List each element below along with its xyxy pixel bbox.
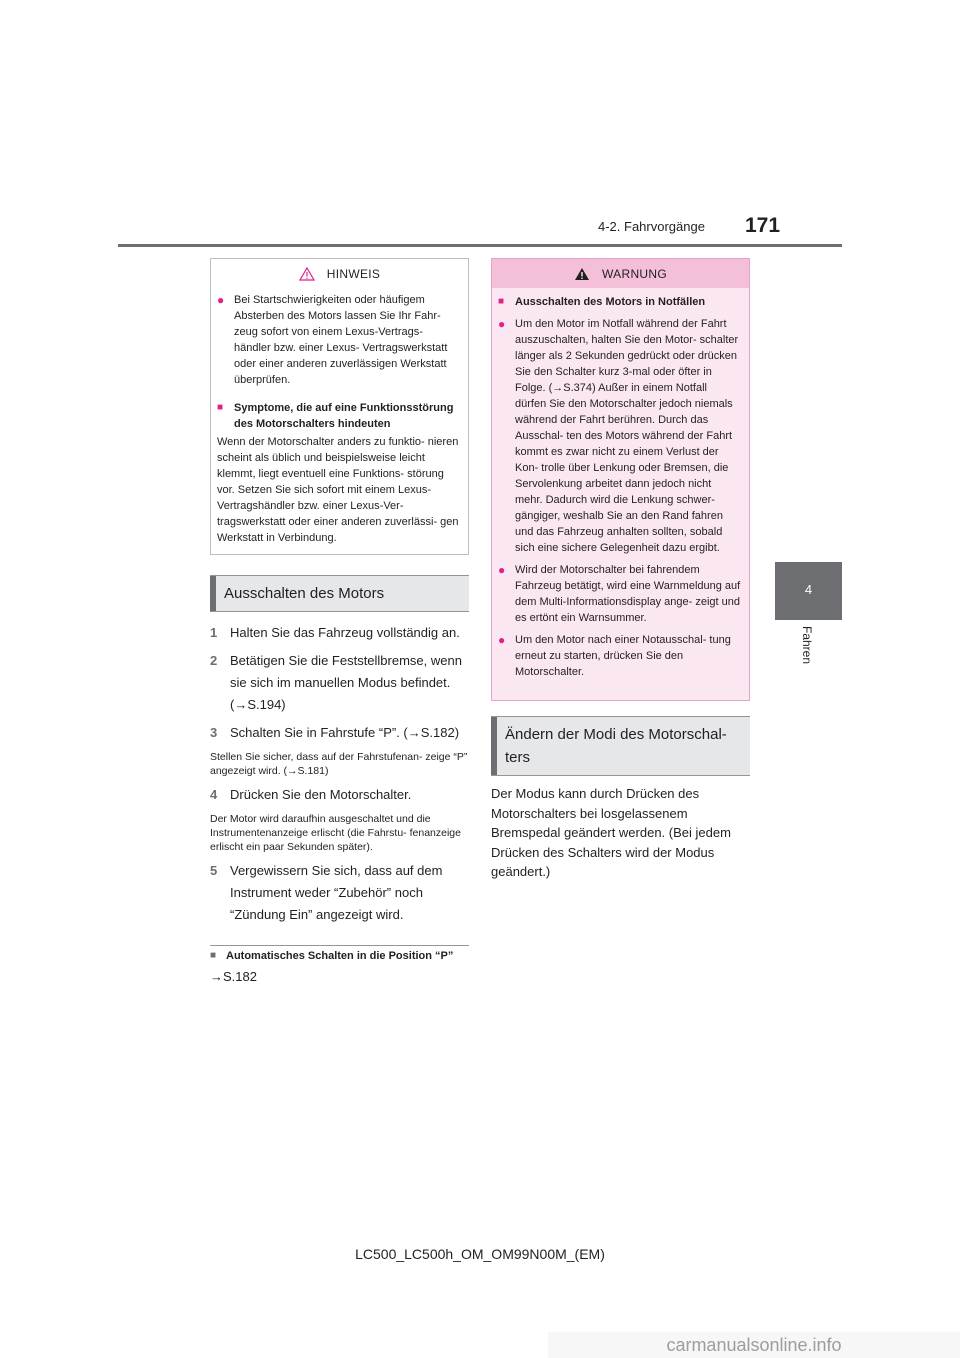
auto-p-subheading-text: Automatisches Schalten in die Position “P” bbox=[226, 950, 454, 962]
hinweis-subheading-text: Symptome, die auf eine Funktionsstörung des Motorschalters hindeuten bbox=[234, 402, 454, 430]
hinweis-box bbox=[210, 258, 469, 555]
hinweis-header bbox=[217, 259, 462, 288]
ausschalten-steps bbox=[210, 622, 469, 926]
step-text: Vergewissern Sie sich, dass auf dem Instrument weder “Zubehör” noch “Zündung Ein” angezeigt wird. bbox=[230, 863, 443, 922]
warnung-header bbox=[492, 259, 749, 288]
aendern-paragraph: Der Modus kann durch Drücken des Motorschalters bei losgelassenem Bremspedal geändert werden. (Bei jedem Drücken des Schalters wird der Modus geändert.) bbox=[491, 786, 731, 879]
subsection-divider bbox=[210, 945, 469, 946]
hinweis-paragraph: Wenn der Motorschalter anders zu funktio- nieren scheint als üblich und beispielsweise leicht klemmt, liegt eventuell eine Funktions- störung vor. Setzen Sie sich sofort mit einem Lexus-Vertragshändler bzw. einer Lexus-Ver- tragswerkstatt oder einer anderen zuverlässi- gen Werkstatt in Verbindung. bbox=[217, 436, 459, 544]
step-text: Betätigen Sie die Feststellbremse, wenn sie sich im manuellen Modus befindet. (→S.194) bbox=[230, 653, 462, 712]
hinweis-subheading bbox=[217, 400, 462, 432]
warnung-box bbox=[491, 258, 750, 701]
aendern-section bbox=[491, 716, 750, 882]
warning-triangle-filled-icon bbox=[574, 267, 590, 281]
hinweis-bullet-text: Bei Startschwierigkeiten oder häufigem Absterben des Motors lassen Sie Ihr Fahr- zeug sofort von einem Lexus-Vertrags- händler bzw. einer Lexus- Vertragswerkstatt oder einer anderen zuverlässigen Werkstatt überprüfen. bbox=[234, 294, 448, 386]
auto-p-reference[interactable]: →S.182 bbox=[210, 969, 257, 984]
step-number: 1 bbox=[210, 625, 218, 640]
bullet-dot-icon: ● bbox=[498, 563, 506, 577]
auto-p-subheading bbox=[210, 950, 453, 962]
warnung-subheading-text: Ausschalten des Motors in Notfällen bbox=[515, 296, 706, 308]
step-number: 2 bbox=[210, 653, 218, 668]
step-text: Schalten Sie in Fahrstufe “P”. (→S.182) bbox=[230, 725, 460, 740]
warnung-subheading bbox=[498, 294, 741, 310]
step-item bbox=[210, 784, 469, 806]
hinweis-bullet bbox=[217, 292, 462, 388]
chapter-number: 4 bbox=[804, 582, 813, 597]
step-item bbox=[210, 622, 469, 644]
warnung-body bbox=[492, 288, 749, 680]
step-number: 3 bbox=[210, 725, 218, 740]
step-item bbox=[210, 722, 469, 744]
step-number: 5 bbox=[210, 863, 218, 878]
warnung-title: WARNUNG bbox=[602, 266, 667, 281]
step-text: Drücken Sie den Motorschalter. bbox=[230, 787, 412, 802]
square-bullet-icon: ■ bbox=[217, 402, 224, 413]
square-bullet-icon: ■ bbox=[210, 950, 217, 961]
warnung-bullet-text: Um den Motor im Notfall während der Fahrt auszuschalten, halten Sie den Motor- schalter länger als 2 Sekunden gedrückt oder drücken Sie den Schalter kurz 3-mal oder öfter in Folge. (→S.374) Außer in einem Notfall dürfen Sie den Motorschalter jedoch niemals während der Fahrt berühren. Durch das Ausschal- ten des Motors während der Fahrt kommt es zwar nicht zu einem Verlust der Kon- trolle über Lenkung oder Bremsen, die Servolenkung arbeitet dann jedoch nicht mehr. Dadurch wird die Lenkung schwer- gängiger, weshalb Sie an den Rand fahren und das Fahrzeug anhalten sollten, sobald sich eine sichere Gelegenheit dazu ergibt. bbox=[515, 318, 739, 554]
bullet-dot-icon: ● bbox=[498, 317, 506, 331]
warnung-bullet-text: Um den Motor nach einer Notausschal- tung erneut zu starten, drücken Sie den Motorschalter. bbox=[515, 634, 731, 678]
warning-triangle-outline-icon bbox=[299, 267, 315, 281]
square-bullet-icon: ■ bbox=[498, 296, 505, 307]
page-number: 171 bbox=[745, 214, 781, 237]
warnung-bullet-text: Wird der Motorschalter bei fahrendem Fahrzeug betätigt, wird eine Warnmeldung auf dem Multi-Informationsdisplay ange- zeigt und es ertönt ein Warnsummer. bbox=[515, 564, 741, 624]
chapter-tab bbox=[775, 562, 842, 620]
step-note: Stellen Sie sicher, dass auf der Fahrstufenan- zeige “P” angezeigt wird. (→S.181) bbox=[210, 751, 468, 777]
ausschalten-section bbox=[210, 575, 469, 926]
aendern-heading: Ändern der Modi des Motorschal- ters bbox=[505, 726, 727, 766]
warnung-bullet bbox=[498, 316, 741, 556]
aendern-heading-bar bbox=[491, 716, 750, 776]
chapter-title: Fahren bbox=[800, 626, 814, 665]
bullet-dot-icon: ● bbox=[498, 633, 506, 647]
warnung-bullet bbox=[498, 632, 741, 680]
footer-code: LC500_LC500h_OM_OM99N00M_(EM) bbox=[355, 1246, 605, 1262]
step-text: Halten Sie das Fahrzeug vollständig an. bbox=[230, 625, 460, 640]
section-label: 4-2. Fahrvorgänge bbox=[598, 219, 705, 234]
watermark: carmanualsonline.info bbox=[548, 1332, 960, 1358]
ausschalten-heading: Ausschalten des Motors bbox=[224, 585, 385, 602]
hinweis-title: HINWEIS bbox=[326, 266, 381, 281]
header-divider bbox=[118, 244, 842, 247]
step-item bbox=[210, 650, 469, 716]
step-number: 4 bbox=[210, 787, 218, 802]
step-note: Der Motor wird daraufhin ausgeschaltet und die Instrumentenanzeige erlischt (die Fahrstu- fenanzeige erlischt ein paar Sekunden später). bbox=[210, 813, 461, 853]
bullet-dot-icon: ● bbox=[217, 293, 225, 307]
ausschalten-heading-bar bbox=[210, 575, 469, 612]
step-item bbox=[210, 860, 469, 926]
warnung-bullet bbox=[498, 562, 741, 626]
